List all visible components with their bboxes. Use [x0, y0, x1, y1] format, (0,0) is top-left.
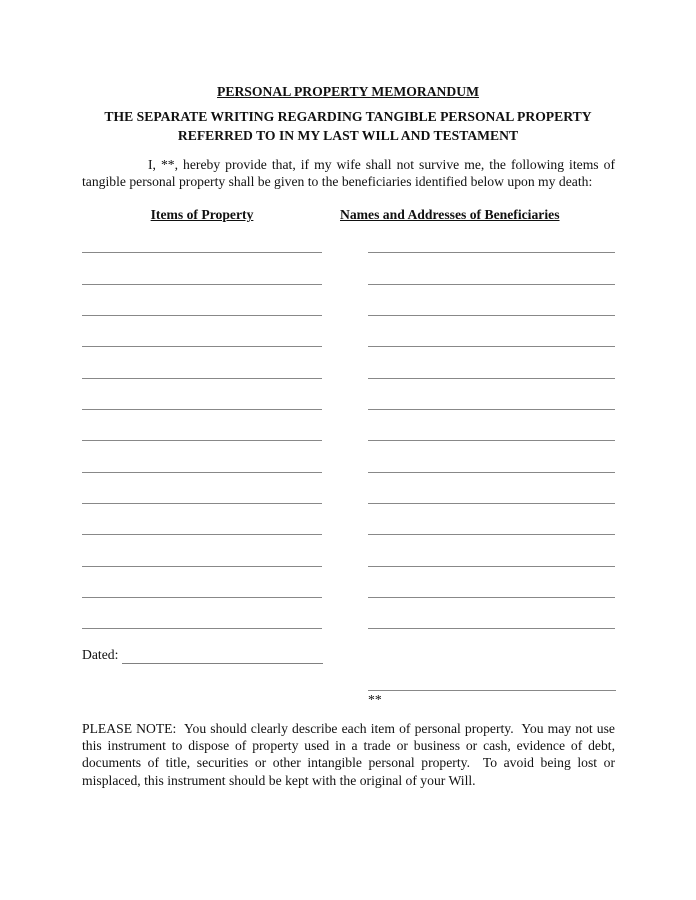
item-blank-line [82, 315, 322, 316]
table-row [0, 347, 696, 378]
beneficiary-blank-line [368, 409, 615, 410]
note-paragraph: PLEASE NOTE: You should clearly describe each item of personal property. You may not use this instrument to dispose of property used in a trade or business or cash, evidence of debt, documents of title, securities or other intangible personal property. To avoid being lost or misplaced, this instrument should be kept with the original of your Will. [82, 721, 619, 788]
item-blank-line [82, 409, 322, 410]
table-row [0, 222, 696, 253]
item-blank-line [82, 503, 322, 504]
document-subtitle-line-2: REFERRED TO IN MY LAST WILL AND TESTAMENT [177, 127, 519, 143]
beneficiary-blank-line [368, 346, 615, 347]
table-row [0, 410, 696, 441]
beneficiary-blank-line [368, 472, 615, 473]
beneficiary-blank-line [368, 597, 615, 598]
item-blank-line [82, 252, 322, 253]
table-row [0, 379, 696, 410]
table-row [0, 316, 696, 347]
beneficiary-blank-line [368, 284, 615, 285]
beneficiary-blank-line [368, 566, 615, 567]
intro-paragraph: I, **, hereby provide that, if my wife shall not survive me, the following items of tangible personal property shall be given to the beneficiaries identified below upon my death: [82, 157, 619, 190]
dated-row [82, 646, 382, 668]
beneficiary-blank-line [368, 440, 615, 441]
item-blank-line [82, 472, 322, 473]
item-blank-line [82, 628, 322, 629]
item-blank-line [82, 534, 322, 535]
document-subtitle-line-1: THE SEPARATE WRITING REGARDING TANGIBLE PERSONAL PROPERTY [104, 109, 592, 124]
document-subtitle [0, 108, 696, 145]
item-blank-line [82, 440, 322, 441]
table-row [0, 567, 696, 598]
beneficiary-blank-line [368, 628, 615, 629]
item-blank-line [82, 597, 322, 598]
table-row [0, 441, 696, 472]
table-row [0, 473, 696, 504]
item-blank-line [82, 284, 322, 285]
beneficiary-blank-line [368, 378, 615, 379]
table-row [0, 598, 696, 629]
table-row [0, 253, 696, 284]
table-row [0, 504, 696, 535]
dated-blank-line [122, 663, 323, 664]
items-column-header: Items of Property [150, 207, 254, 222]
table-row [0, 535, 696, 566]
document-title: PERSONAL PROPERTY MEMORANDUM [217, 84, 479, 99]
blank-lines-table [0, 222, 696, 629]
dated-label: Dated: [82, 647, 119, 662]
item-blank-line [82, 346, 322, 347]
beneficiary-blank-line [368, 252, 615, 253]
beneficiary-blank-line [368, 503, 615, 504]
item-blank-line [82, 378, 322, 379]
signature-placeholder: ** [368, 692, 382, 707]
beneficiary-blank-line [368, 315, 615, 316]
beneficiaries-column-header: Names and Addresses of Beneficiaries [340, 207, 560, 222]
item-blank-line [82, 566, 322, 567]
table-row [0, 285, 696, 316]
beneficiary-blank-line [368, 534, 615, 535]
signature-blank-line [368, 690, 616, 691]
